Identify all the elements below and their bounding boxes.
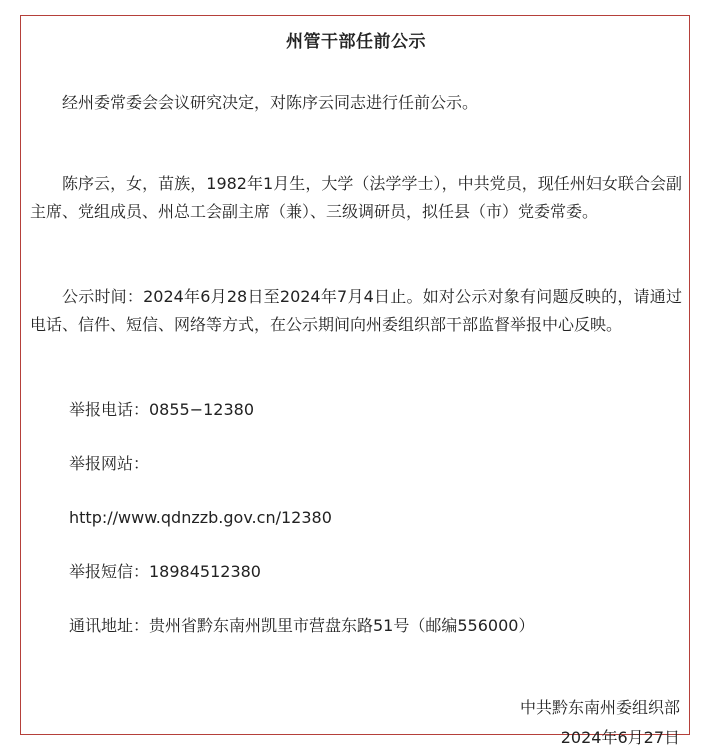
paragraph-decision: 经州委常委会会议研究决定，对陈序云同志进行任前公示。 (62, 93, 479, 112)
signature-organization: 中共黔东南州委组织部 (519, 698, 680, 717)
page-title: 州管干部任前公示 (286, 32, 426, 52)
paragraph-notice-period: 公示时间：2024年6月28日至2024年7月4日止。如对公示对象有问题反映的，请通过电话、信件、短信、网络等方式，在公示期间向州委组织部干部监督举报中心反映。 (30, 287, 682, 334)
report-sms: 举报短信：18984512380 (69, 562, 261, 581)
mailing-address: 通讯地址：贵州省黔东南州凯里市营盘东路51号（邮编556000） (69, 616, 535, 635)
report-phone: 举报电话：0855−12380 (69, 400, 255, 419)
report-website-label: 举报网站： (69, 454, 150, 473)
report-website-url[interactable]: http://www.qdnzzb.gov.cn/12380 (69, 508, 332, 527)
signature-date: 2024年6月27日 (560, 728, 680, 747)
paragraph-candidate-profile: 陈序云，女，苗族，1982年1月生，大学（法学学士），中共党员，现任州妇女联合会副主席、党组成员、州总工会副主席（兼）、三级调研员，拟任县（市）党委常委。 (30, 174, 682, 221)
notice-document (30, 29, 682, 747)
